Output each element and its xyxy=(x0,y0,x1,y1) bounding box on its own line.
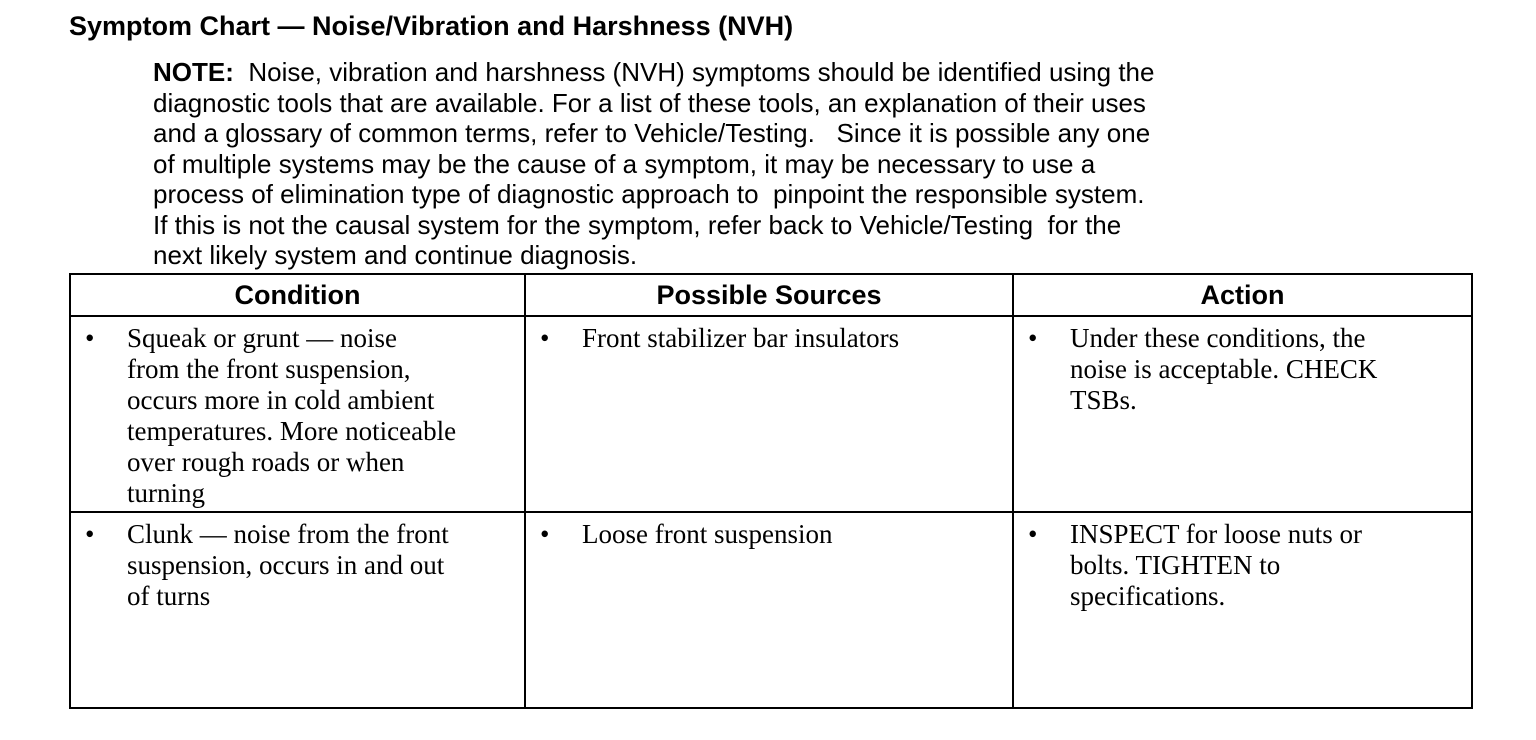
note-label: NOTE: xyxy=(153,57,234,87)
condition-text: over rough roads or when xyxy=(127,447,405,477)
note-line: If this is not the causal system for the symptom, refer back to Vehicle/Testing for the xyxy=(153,209,1122,240)
condition-item xyxy=(71,513,524,612)
condition-item xyxy=(71,317,524,509)
condition-text: turning xyxy=(127,478,205,508)
source-cell xyxy=(525,512,1013,708)
bullet: • xyxy=(540,323,550,353)
note-line: of multiple systems may be the cause of a symptom, it may be necessary to use a xyxy=(153,148,1096,179)
action-text: specifications. xyxy=(1070,581,1226,611)
source-item xyxy=(526,317,1012,354)
action-item xyxy=(1014,317,1471,416)
symptom-table xyxy=(69,273,1473,709)
bullet: • xyxy=(540,519,550,549)
header-condition: Condition xyxy=(70,274,525,316)
condition-text: of turns xyxy=(127,581,211,611)
action-text: noise is acceptable. CHECK xyxy=(1070,354,1378,384)
source-item xyxy=(526,513,1012,550)
bullet: • xyxy=(85,519,95,549)
condition-text: occurs more in cold ambient xyxy=(127,385,435,415)
condition-cell xyxy=(70,316,525,512)
page-title: Symptom Chart — Noise/Vibration and Harshness (NVH) xyxy=(69,11,794,41)
action-text: TSBs. xyxy=(1070,385,1137,415)
action-text: Under these conditions, the xyxy=(1070,323,1366,353)
condition-text: suspension, occurs in and out xyxy=(127,550,445,580)
note-line: diagnostic tools that are available. For a list of these tools, an explanation of their uses xyxy=(153,87,1146,118)
note-line xyxy=(153,57,1373,88)
header-possible-sources: Possible Sources xyxy=(525,274,1013,316)
bullet: • xyxy=(85,323,95,353)
action-text: bolts. TIGHTEN to xyxy=(1070,550,1281,580)
table-header-row xyxy=(70,274,1472,316)
condition-text: Squeak or grunt — noise xyxy=(127,323,397,353)
action-text: INSPECT for loose nuts or xyxy=(1070,519,1363,549)
action-cell xyxy=(1013,316,1472,512)
table-row xyxy=(70,512,1472,708)
condition-cell xyxy=(70,512,525,708)
note-line: next likely system and continue diagnosis. xyxy=(153,240,638,270)
note-text: Noise, vibration and harshness (NVH) symptoms should be identified using the xyxy=(233,57,1155,87)
source-text: Loose front suspension xyxy=(582,519,833,549)
source-cell xyxy=(525,316,1013,512)
action-cell xyxy=(1013,512,1472,708)
note-paragraph xyxy=(153,57,1373,271)
condition-text: from the front suspension, xyxy=(127,354,411,384)
note-line: and a glossary of common terms, refer to Vehicle/Testing. Since it is possible any one xyxy=(153,118,1151,148)
bullet: • xyxy=(1028,519,1038,549)
header-action: Action xyxy=(1013,274,1472,316)
note-line: process of elimination type of diagnostic approach to pinpoint the responsible system. xyxy=(153,179,1145,209)
condition-text: Clunk — noise from the front xyxy=(127,519,449,549)
action-item xyxy=(1014,513,1471,612)
source-text: Front stabilizer bar insulators xyxy=(582,323,900,353)
table-row xyxy=(70,316,1472,512)
condition-text: temperatures. More noticeable xyxy=(127,416,457,446)
bullet: • xyxy=(1028,323,1038,353)
